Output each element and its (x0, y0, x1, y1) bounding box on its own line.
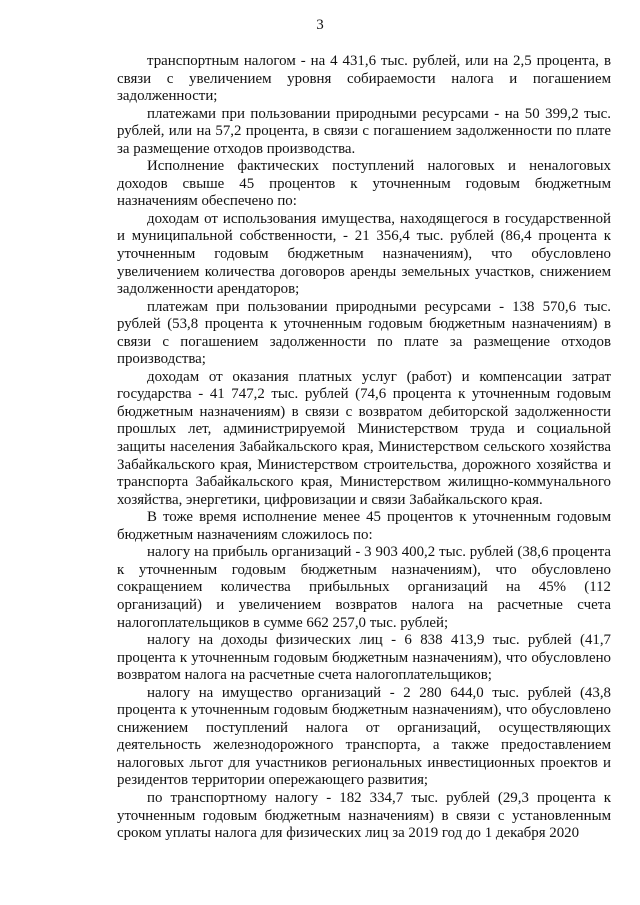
paragraph-natural-resources-income: платежам при пользовании природными ресурсами - 138 570,6 тыс. рублей (53,8 процента к уточненным годовым бюджетным назначениям) в связи с погашением задолженности по плате за размещение отходов производства; (117, 298, 611, 368)
page-number: 3 (316, 17, 324, 33)
paragraph-execution-under-45: В тоже время исполнение менее 45 процентов к уточненным годовым бюджетным назначениям сложилось по: (117, 509, 611, 543)
paragraph-profit-tax: налогу на прибыль организаций - 3 903 400,2 тыс. рублей (38,6 процента к уточненным годовым бюджетным назначениям), что обусловлено сокращением количества прибыльных организаций на 45% (112 организаций) и увеличением возвратов налога на расчетные счета налогоплательщиков в сумме 662 257,0 тыс. рублей; (117, 544, 611, 631)
paragraph-property-income: доходам от использования имущества, находящегося в государственной и муниципальной собственности, - 21 356,4 тыс. рублей (86,4 процента к уточненным годовым бюджетным назначениям), что обусловлено увеличением количества договоров аренды земельных участков, снижением задолженности арендаторов; (117, 210, 611, 298)
paragraph-transport-tax-under: по транспортному налогу - 182 334,7 тыс. рублей (29,3 процента к уточненным годовым бюджетным назначениям) в связи с установленным сроком уплаты налога для физических лиц за 2019 год до 1 декабря 2020 (117, 789, 611, 842)
paragraph-personal-income-tax: налогу на доходы физических лиц - 6 838 413,9 тыс. рублей (41,7 процента к уточненным годовым бюджетным назначениям), что обусловлено возвратом налога на расчетные счета налогоплательщиков; (117, 632, 611, 684)
paragraph-transport-tax: транспортным налогом - на 4 431,6 тыс. рублей, или на 2,5 процента, в связи с увеличением уровня собираемости налога и погашением задолженности; (117, 53, 611, 105)
paragraph-paid-services-income: доходам от оказания платных услуг (работ) и компенсации затрат государства - 41 747,2 тыс. рублей (74,6 процента к уточненным годовым бюджетным назначениям) в связи с возвратом дебиторской задолженности прошлых лет, администрируемой Министерством труда и социальной защиты населения Забайкальского края, Министерством сельского хозяйства Забайкальского края, Министерством строительства, дорожного хозяйства и транспорта Забайкальского края, Министерством жилищно-коммунального хозяйства, энергетики, цифровизации и связи Забайкальского края. (117, 368, 611, 508)
document-body (117, 53, 611, 843)
paragraph-natural-resources-payments: платежами при пользовании природными ресурсами - на 50 399,2 тыс. рублей, или на 57,2 процента, в связи с погашением задолженности по плате за размещение отходов производства. (117, 105, 611, 157)
paragraph-property-tax: налогу на имущество организаций - 2 280 644,0 тыс. рублей (43,8 процента к уточненным годовым бюджетным назначениям), что обусловлено снижением поступлений налога от организаций, осуществляющих деятельность железнодорожного транспорта, а также предоставлением налоговых льгот для участников региональных инвестиционных проектов и резидентов территории опережающего развития; (117, 684, 611, 789)
paragraph-execution-over-45: Исполнение фактических поступлений налоговых и неналоговых доходов свыше 45 процентов к уточненным годовым бюджетным назначениям обеспечено по: (117, 158, 611, 210)
